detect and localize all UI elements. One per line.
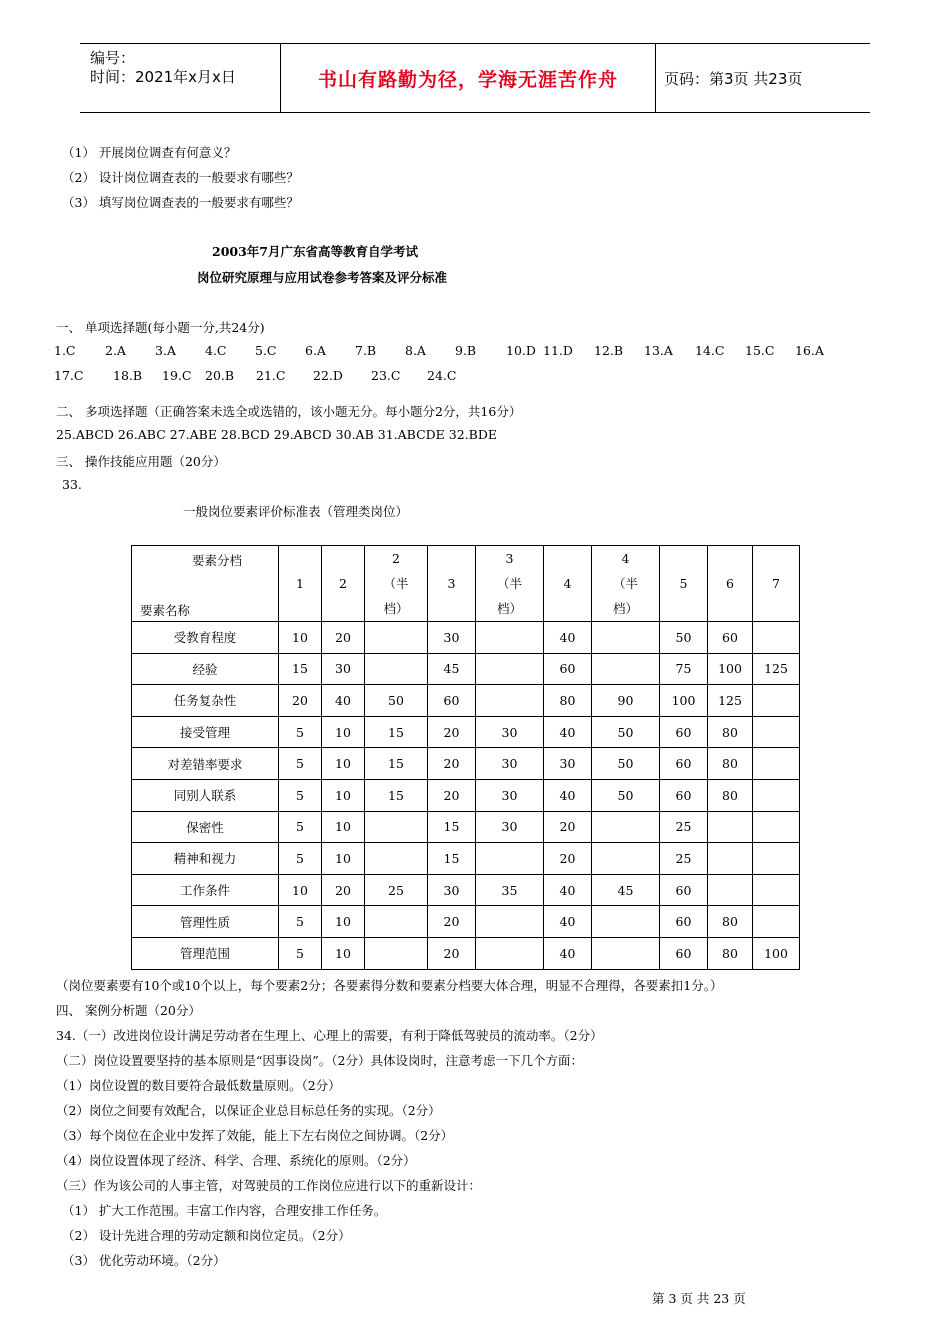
table-cell: 5 <box>279 843 322 875</box>
table-cell: 30 <box>428 874 476 906</box>
question-2: （2） 设计岗位调查表的一般要求有哪些？ <box>62 170 299 185</box>
table-row <box>132 653 800 685</box>
table-cell: 30 <box>476 716 544 748</box>
table-header-cell: 6 <box>708 546 753 622</box>
question-3: （3） 填写岗位调查表的一般要求有哪些？ <box>62 195 299 210</box>
table-cell: 90 <box>592 685 660 717</box>
table-header-cell: 1 <box>279 546 322 622</box>
table-row <box>132 748 800 780</box>
table-cell: 5 <box>279 906 322 938</box>
table-cell <box>753 685 800 717</box>
table-cell: 100 <box>708 653 753 685</box>
answer-item: 22.D <box>313 368 343 383</box>
table-row <box>132 622 800 654</box>
header-right-cell <box>656 44 870 112</box>
table-cell: 40 <box>322 685 365 717</box>
answer-item: 8.A <box>405 343 426 358</box>
table-cell: 5 <box>279 811 322 843</box>
table-cell <box>365 843 428 875</box>
row-label: 对差错率要求 <box>132 748 279 780</box>
scoring-note: （岗位要素要有10个或10个以上，每个要素2分；各要素得分数和要素分档要大体合理，明显不合理得，各要素扣1分。） <box>56 978 723 993</box>
corner-top-label: 要素分档 <box>192 553 243 568</box>
table-cell <box>753 843 800 875</box>
case-line: 34.（一）改进岗位设计满足劳动者在生理上、心理上的需要，有利于降低驾驶员的流动率。（2分） <box>56 1028 603 1043</box>
table-cell: 20 <box>322 622 365 654</box>
header-middle-cell <box>281 44 656 112</box>
table-cell <box>476 653 544 685</box>
table-cell: 5 <box>279 937 322 969</box>
answer-item: 17.C <box>54 368 84 383</box>
table-cell: 20 <box>279 685 322 717</box>
table-cell: 100 <box>753 937 800 969</box>
table-cell <box>365 622 428 654</box>
table-cell <box>365 937 428 969</box>
table-cell: 80 <box>708 716 753 748</box>
row-label: 受教育程度 <box>132 622 279 654</box>
table-cell: 30 <box>428 622 476 654</box>
table-cell <box>476 685 544 717</box>
table-cell: 80 <box>544 685 592 717</box>
answer-item: 5.C <box>255 343 277 358</box>
table-cell <box>592 622 660 654</box>
table-cell: 50 <box>592 716 660 748</box>
answer-item: 11.D <box>543 343 573 358</box>
table-row <box>132 716 800 748</box>
table-header-cell: 2 <box>322 546 365 622</box>
table-cell <box>592 811 660 843</box>
case-line: （4）岗位设置体现了经济、科学、合理、系统化的原则。（2分） <box>56 1153 416 1168</box>
exam-title: 2003年7月广东省高等教育自学考试 <box>212 244 418 259</box>
table-cell: 50 <box>660 622 708 654</box>
answer-item: 14.C <box>695 343 725 358</box>
section-4-heading: 四、 案例分析题（20分） <box>56 1003 201 1018</box>
table-cell: 40 <box>544 716 592 748</box>
table-header-cell: 4 <box>544 546 592 622</box>
section-2-heading: 二、 多项选择题（正确答案未选全或选错的，该小题无分。每小题分2分，共16分） <box>56 404 522 419</box>
answer-item: 2.A <box>105 343 126 358</box>
table-cell: 5 <box>279 748 322 780</box>
table-cell: 30 <box>476 779 544 811</box>
case-line: （二）岗位设置要坚持的基本原则是“因事设岗”。（2分）具体设岗时，注意考虑一下几个方面： <box>56 1053 583 1068</box>
table-cell <box>708 811 753 843</box>
table-cell: 30 <box>476 748 544 780</box>
table-cell: 100 <box>660 685 708 717</box>
answer-item: 24.C <box>427 368 457 383</box>
table-cell: 80 <box>708 937 753 969</box>
doc-date: 时间：2021年x月x日 <box>90 68 236 86</box>
section-1-heading: 一、 单项选择题(每小题一分,共24分) <box>56 320 265 335</box>
table-cell <box>753 716 800 748</box>
table-cell: 5 <box>279 716 322 748</box>
table-header-row <box>132 546 800 622</box>
answer-item: 12.B <box>594 343 624 358</box>
table-header-cell: 3 <box>428 546 476 622</box>
table-header-cell: 5 <box>660 546 708 622</box>
table-cell: 125 <box>753 653 800 685</box>
table-cell: 10 <box>322 906 365 938</box>
table-cell: 30 <box>544 748 592 780</box>
table-row <box>132 779 800 811</box>
row-label: 接受管理 <box>132 716 279 748</box>
table-cell: 10 <box>322 779 365 811</box>
answer-item: 6.A <box>305 343 326 358</box>
evaluation-table <box>131 545 800 970</box>
table-cell: 5 <box>279 779 322 811</box>
table-cell <box>753 622 800 654</box>
case-line: （1） 扩大工作范围。丰富工作内容，合理安排工作任务。 <box>62 1203 387 1218</box>
table-cell: 50 <box>365 685 428 717</box>
table-cell <box>592 906 660 938</box>
row-label: 保密性 <box>132 811 279 843</box>
answer-item: 10.D <box>506 343 536 358</box>
table-cell <box>753 779 800 811</box>
row-label: 经验 <box>132 653 279 685</box>
multi-answers: 25.ABCD 26.ABC 27.ABE 28.BCD 29.ABCD 30.AB 31.ABCDE 32.BDE <box>56 427 497 442</box>
table-cell: 80 <box>708 906 753 938</box>
answer-item: 3.A <box>155 343 176 358</box>
table-cell: 80 <box>708 748 753 780</box>
table-cell: 25 <box>365 874 428 906</box>
answer-item: 19.C <box>162 368 192 383</box>
table-cell <box>753 748 800 780</box>
answer-item: 20.B <box>205 368 235 383</box>
row-label: 管理性质 <box>132 906 279 938</box>
table-row <box>132 685 800 717</box>
page-footer: 第 3 页 共 23 页 <box>652 1291 746 1306</box>
table-cell: 10 <box>322 811 365 843</box>
answer-item: 16.A <box>795 343 824 358</box>
table-cell: 10 <box>322 716 365 748</box>
table-cell: 45 <box>428 653 476 685</box>
table-row <box>132 843 800 875</box>
answer-item: 1.C <box>54 343 76 358</box>
table-header-cell: 2 （半 档） <box>365 546 428 622</box>
table-row <box>132 937 800 969</box>
table-cell: 15 <box>365 748 428 780</box>
row-label: 管理范围 <box>132 937 279 969</box>
table-title: 一般岗位要素评价标准表（管理类岗位） <box>183 504 409 519</box>
header-left-cell <box>80 44 281 112</box>
table-cell <box>365 653 428 685</box>
table-cell <box>753 906 800 938</box>
question-1: （1） 开展岗位调查有何意义？ <box>62 145 237 160</box>
table-cell: 25 <box>660 811 708 843</box>
doc-number-label: 编号： <box>90 49 136 67</box>
table-cell <box>753 874 800 906</box>
table-cell: 15 <box>365 716 428 748</box>
row-label: 工作条件 <box>132 874 279 906</box>
table-cell: 75 <box>660 653 708 685</box>
table-header-cell: 4 （半 档） <box>592 546 660 622</box>
answer-item: 21.C <box>256 368 286 383</box>
table-cell: 20 <box>544 811 592 843</box>
table-cell: 35 <box>476 874 544 906</box>
page-number-header: 页码：第3页 共23页 <box>664 69 803 88</box>
motto: 书山有路勤为径，学海无涯苦作舟 <box>317 68 618 91</box>
answer-item: 18.B <box>113 368 143 383</box>
table-cell <box>365 811 428 843</box>
row-label: 精神和视力 <box>132 843 279 875</box>
table-cell <box>592 843 660 875</box>
answer-item: 23.C <box>371 368 401 383</box>
question-33: 33. <box>62 477 82 492</box>
table-cell: 60 <box>660 716 708 748</box>
table-cell: 20 <box>544 843 592 875</box>
table-cell: 40 <box>544 874 592 906</box>
case-line: （2）岗位之间要有效配合，以保证企业总目标总任务的实现。（2分） <box>56 1103 441 1118</box>
table-cell: 125 <box>708 685 753 717</box>
table-header-cell: 3 （半 档） <box>476 546 544 622</box>
answer-item: 7.B <box>355 343 377 358</box>
table-row <box>132 811 800 843</box>
table-cell: 60 <box>660 906 708 938</box>
table-cell: 60 <box>708 622 753 654</box>
table-cell <box>708 843 753 875</box>
table-cell: 20 <box>428 906 476 938</box>
table-cell: 20 <box>428 937 476 969</box>
table-header-cell: 7 <box>753 546 800 622</box>
table-cell: 20 <box>428 716 476 748</box>
case-line: （3）每个岗位在企业中发挥了效能，能上下左右岗位之间协调。（2分） <box>56 1128 454 1143</box>
table-cell: 60 <box>660 779 708 811</box>
answer-item: 9.B <box>455 343 477 358</box>
table-cell: 10 <box>279 622 322 654</box>
table-cell: 50 <box>592 748 660 780</box>
table-cell: 80 <box>708 779 753 811</box>
table-cell <box>365 906 428 938</box>
case-line: （1）岗位设置的数目要符合最低数量原则。（2分） <box>56 1078 341 1093</box>
section-3-heading: 三、 操作技能应用题（20分） <box>56 454 226 469</box>
case-line: （三）作为该公司的人事主管，对驾驶员的工作岗位应进行以下的重新设计： <box>56 1178 482 1193</box>
table-cell: 50 <box>592 779 660 811</box>
table-cell: 40 <box>544 622 592 654</box>
table-cell: 10 <box>322 748 365 780</box>
table-cell: 15 <box>428 811 476 843</box>
table-cell <box>708 874 753 906</box>
table-cell: 60 <box>660 874 708 906</box>
table-corner-cell <box>132 546 279 622</box>
row-label: 任务复杂性 <box>132 685 279 717</box>
table-cell: 15 <box>279 653 322 685</box>
case-line: （3） 优化劳动环境。（2分） <box>62 1253 226 1268</box>
table-cell: 40 <box>544 937 592 969</box>
table-cell: 30 <box>322 653 365 685</box>
page-header <box>80 43 870 113</box>
table-cell: 45 <box>592 874 660 906</box>
table-row <box>132 906 800 938</box>
row-label: 同别人联系 <box>132 779 279 811</box>
corner-bottom-label: 要素名称 <box>140 603 191 618</box>
table-cell: 15 <box>365 779 428 811</box>
table-cell: 10 <box>279 874 322 906</box>
table-cell <box>476 843 544 875</box>
answer-title: 岗位研究原理与应用试卷参考答案及评分标准 <box>197 270 448 285</box>
answer-item: 15.C <box>745 343 775 358</box>
answer-item: 4.C <box>205 343 227 358</box>
table-cell: 25 <box>660 843 708 875</box>
table-cell: 20 <box>322 874 365 906</box>
table-cell: 20 <box>428 748 476 780</box>
table-cell: 20 <box>428 779 476 811</box>
table-cell <box>476 906 544 938</box>
table-cell: 40 <box>544 779 592 811</box>
table-cell <box>592 653 660 685</box>
case-line: （2） 设计先进合理的劳动定额和岗位定员。（2分） <box>62 1228 351 1243</box>
table-cell: 10 <box>322 843 365 875</box>
table-cell <box>592 937 660 969</box>
answer-item: 13.A <box>644 343 673 358</box>
table-cell <box>753 811 800 843</box>
table-cell <box>476 937 544 969</box>
table-cell: 60 <box>428 685 476 717</box>
table-cell <box>476 622 544 654</box>
table-cell: 60 <box>660 748 708 780</box>
table-cell: 10 <box>322 937 365 969</box>
table-cell: 60 <box>544 653 592 685</box>
table-cell: 30 <box>476 811 544 843</box>
table-cell: 40 <box>544 906 592 938</box>
table-row <box>132 874 800 906</box>
table-cell: 15 <box>428 843 476 875</box>
table-cell: 60 <box>660 937 708 969</box>
